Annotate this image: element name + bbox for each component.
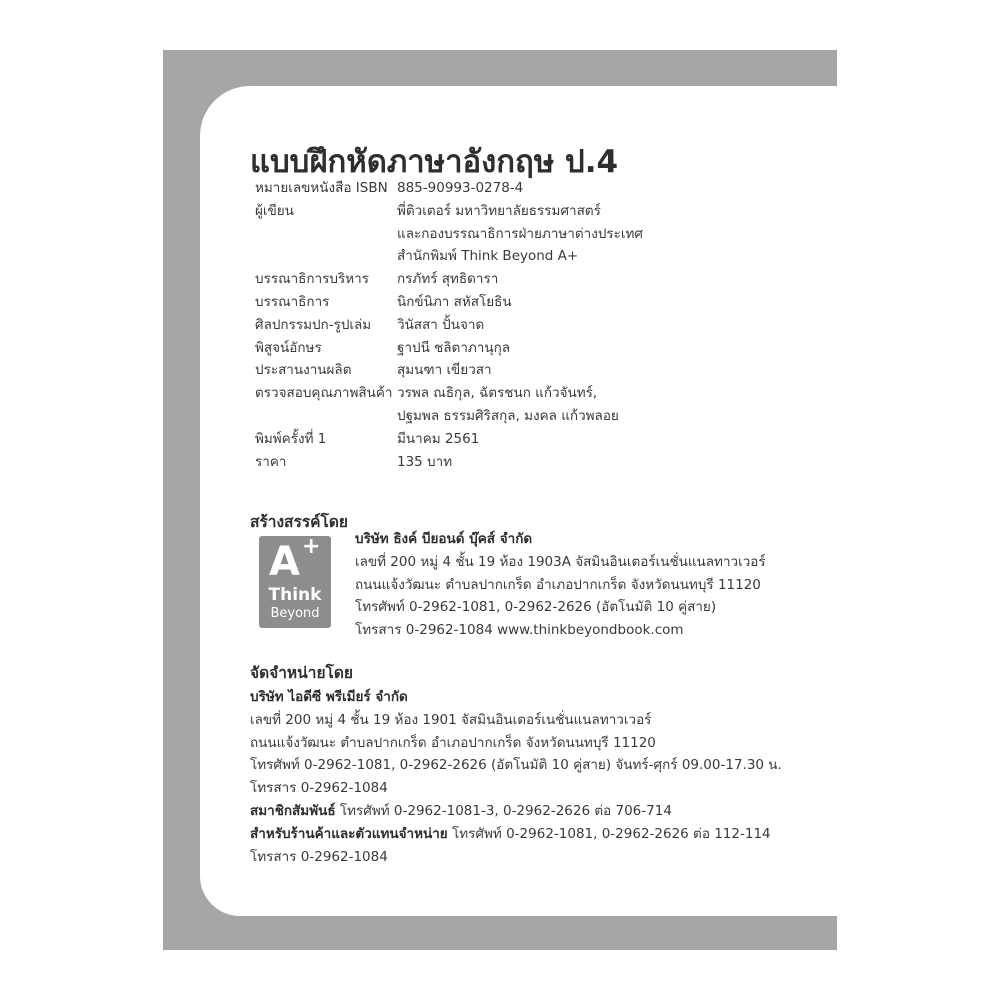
info-row-proofreader [255,337,815,360]
member-relations-line [250,800,810,823]
info-value: มีนาคม 2561 [397,430,480,447]
created-by-heading: สร้างสรรค์โดย [250,513,349,531]
shop-dealer-label: สำหรับร้านค้าและตัวแทนจำหน่าย [250,825,448,842]
info-row-quality-check [255,382,815,428]
info-label: ศิลปกรรมปก-รูปเล่ม [255,316,372,333]
logo-plus-sign: + [302,534,321,559]
logo-a-letter: A [269,539,300,585]
info-value: วินัสสา ปั้นจาด [397,316,485,333]
info-row-print-edition [255,428,815,451]
member-relations-label: สมาชิกสัมพันธ์ [250,802,336,819]
info-row-artwork [255,314,815,337]
shop-dealer-text: โทรศัพท์ 0-2962-1081, 0-2962-2626 ต่อ 112-114 [447,825,771,842]
info-row-isbn [255,177,815,200]
distributor-address-line: ถนนแจ้งวัฒนะ ตำบลปากเกร็ด อำเภอปากเกร็ด จังหวัดนนทบุรี 11120 [250,734,656,751]
info-value: และกองบรรณาธิการฝ่ายภาษาต่างประเทศ [397,225,643,242]
member-relations-text: โทรศัพท์ 0-2962-1081-3, 0-2962-2626 ต่อ 706-714 [335,802,672,819]
info-label: ราคา [255,453,287,470]
think-beyond-logo [259,536,331,628]
info-label: พิมพ์ครั้งที่ 1 [255,430,327,447]
info-value: สำนักพิมพ์ Think Beyond A+ [397,248,579,265]
shop-fax-line: โทรสาร 0-2962-1084 [250,848,388,865]
info-row-editor [255,291,815,314]
info-label: หมายเลขหนังสือ ISBN [255,180,388,196]
info-value: 135 บาท [397,453,453,470]
info-value: สุมนฑา เขียวสา [397,362,492,379]
info-row-executive-editor [255,268,815,291]
creator-phone-line: โทรศัพท์ 0-2962-1081, 0-2962-2626 (อัตโนมัติ 10 คู่สาย) [355,599,717,616]
info-row-price [255,451,815,474]
info-value: ฐาปนี ชลิตาภานุกุล [397,339,511,356]
distributor-address-line: เลขที่ 200 หมู่ 4 ชั้น 19 ห้อง 1901 จัสมินอินเตอร์เนชั่นแนลทาวเวอร์ [250,711,652,728]
book-info-table [255,177,815,473]
info-value: ปฐมพล ธรรมศิริสกุล, มงคล แก้วพลอย [397,407,619,424]
book-title: แบบฝึกหัดภาษาอังกฤษ ป.4 [250,144,619,180]
creator-company: บริษัท ธิงค์ บียอนด์ บุ๊คส์ จำกัด [355,531,533,547]
logo-think-text: Think [268,585,322,605]
distributor-company: บริษัท ไอดีซี พรีเมียร์ จำกัด [250,689,408,705]
info-label: ตรวจสอบคุณภาพสินค้า [255,385,393,402]
info-label: ประสานงานผลิต [255,362,352,379]
distributed-by-heading: จัดจำหน่ายโดย [250,664,354,682]
logo-beyond-text: Beyond [270,606,320,621]
info-row-production [255,359,815,382]
distributor-phone-line: โทรศัพท์ 0-2962-1081, 0-2962-2626 (อัตโนมัติ 10 คู่สาย) จันทร์-ศุกร์ 09.00-17.30 น. [250,757,782,774]
creator-fax-web-line: โทรสาร 0-2962-1084 www.thinkbeyondbook.com [355,622,684,639]
info-label: บรรณาธิการ [255,293,330,310]
info-value: 885-90993-0278-4 [397,180,524,196]
distributor-fax-line: โทรสาร 0-2962-1084 [250,780,388,797]
info-value: นิกข์นิภา สหัสโยธิน [397,293,512,310]
shop-dealer-line [250,823,810,846]
info-row-author [255,200,815,268]
creator-details [355,528,825,642]
info-label: ผู้เขียน [255,202,294,219]
info-label: พิสูจน์อักษร [255,339,322,356]
info-value: วรพล ณธิกุล, ฉัตรชนก แก้วจันทร์, [397,385,598,402]
creator-address-line: ถนนแจ้งวัฒนะ ตำบลปากเกร็ด อำเภอปากเกร็ด จังหวัดนนทบุรี 11120 [355,576,761,593]
info-value: พี่ติวเตอร์ มหาวิทยาลัยธรรมศาสตร์ [397,202,601,219]
info-value: กรภัทร์ สุทธิดารา [397,271,499,288]
info-label: บรรณาธิการบริหาร [255,271,369,288]
creator-address-line: เลขที่ 200 หมู่ 4 ชั้น 19 ห้อง 1903A จัสมินอินเตอร์เนชั่นแนลทาวเวอร์ [355,553,766,570]
distributor-details [250,686,810,868]
